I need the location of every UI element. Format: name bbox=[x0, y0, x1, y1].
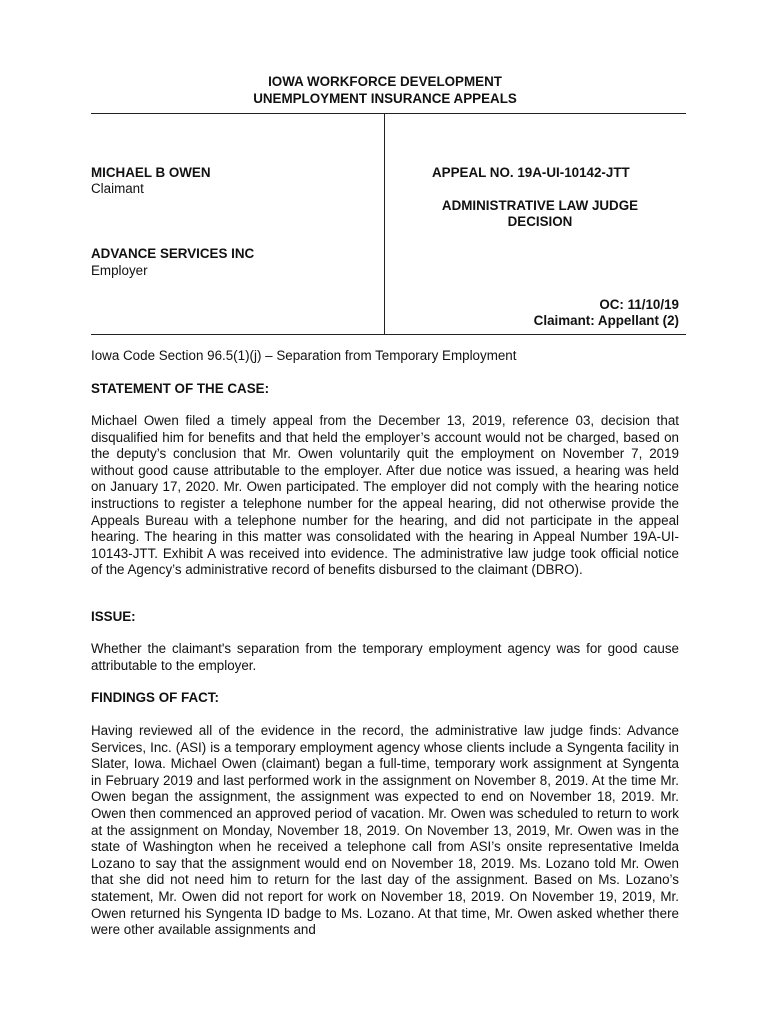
issue-heading: ISSUE: bbox=[91, 609, 136, 624]
findings-paragraph: Having reviewed all of the evidence in the record, the administrative law judge finds: Advance Services, Inc. (ASI) is a temporary employment agency whose clients include a Syngenta facility in Slater, Iowa. Michael Owen (claimant) began a full-time, temporary work assignment at Syngenta in February 2019 and last performed work in the assignment on November 8, 2019. At the time Mr. Owen began the assignment, the assignment was expected to end on November 18, 2019. Mr. Owen then commenced an approved period of vacation. Mr. Owen was scheduled to return to work at the assignment on Monday, November 18, 2019. On November 13, 2019, Mr. Owen was in the state of Washington when he received a telephone call from ASI’s onsite representative Imelda Lozano to say that the assignment would end on November 18, 2019. Ms. Lozano told Mr. Owen that she did not need him to return for the last day of the assignment. Based on Ms. Lozano’s statement, Mr. Owen did not report for work on November 18, 2019. On November 19, 2019, Mr. Owen returned his Syngenta ID badge to Ms. Lozano. At that time, Mr. Owen asked whether there were other available assignments and bbox=[91, 723, 679, 938]
original-claim-date: OC: 11/10/19 bbox=[599, 297, 679, 312]
findings-heading: FINDINGS OF FACT: bbox=[91, 690, 219, 705]
agency-title: IOWA WORKFORCE DEVELOPMENT bbox=[268, 74, 502, 89]
decision-title-line2: DECISION bbox=[507, 214, 573, 229]
caption-bottom-rule bbox=[91, 334, 686, 335]
claimant-label: Claimant bbox=[91, 181, 144, 196]
employer-label: Employer bbox=[91, 263, 148, 278]
caption-divider bbox=[384, 113, 385, 335]
claimant-name: MICHAEL B OWEN bbox=[91, 165, 211, 180]
caption-top-rule bbox=[91, 113, 686, 114]
claimant-status: Claimant: Appellant (2) bbox=[533, 313, 679, 328]
statement-heading: STATEMENT OF THE CASE: bbox=[91, 381, 270, 396]
decision-title-line1: ADMINISTRATIVE LAW JUDGE bbox=[441, 198, 639, 213]
agency-subtitle: UNEMPLOYMENT INSURANCE APPEALS bbox=[253, 91, 517, 106]
statement-paragraph: Michael Owen filed a timely appeal from the December 13, 2019, reference 03, decision that disqualified him for benefits and that held the employer’s account would not be charged, based on the deputy’s conclusion that Mr. Owen voluntarily quit the employment on November 7, 2019 without good cause attributable to the employer. After due notice was issued, a hearing was held on January 17, 2020. Mr. Owen participated. The employer did not comply with the hearing notice instructions to register a telephone number for the appeal hearing, did not otherwise provide the Appeals Bureau with a telephone number for the hearing, and did not participate in the appeal hearing. The hearing in this matter was consolidated with the hearing in Appeal Number 19A-UI-10143-JTT. Exhibit A was received into evidence. The administrative law judge took official notice of the Agency’s administrative record of benefits disbursed to the claimant (DBRO). bbox=[91, 413, 679, 578]
code-section: Iowa Code Section 96.5(1)(j) – Separation from Temporary Employment bbox=[91, 348, 517, 363]
employer-name: ADVANCE SERVICES INC bbox=[91, 246, 255, 261]
issue-paragraph: Whether the claimant's separation from the temporary employment agency was for good cause attributable to the employer. bbox=[91, 641, 679, 673]
appeal-number: APPEAL NO. 19A-UI-10142-JTT bbox=[432, 165, 630, 180]
